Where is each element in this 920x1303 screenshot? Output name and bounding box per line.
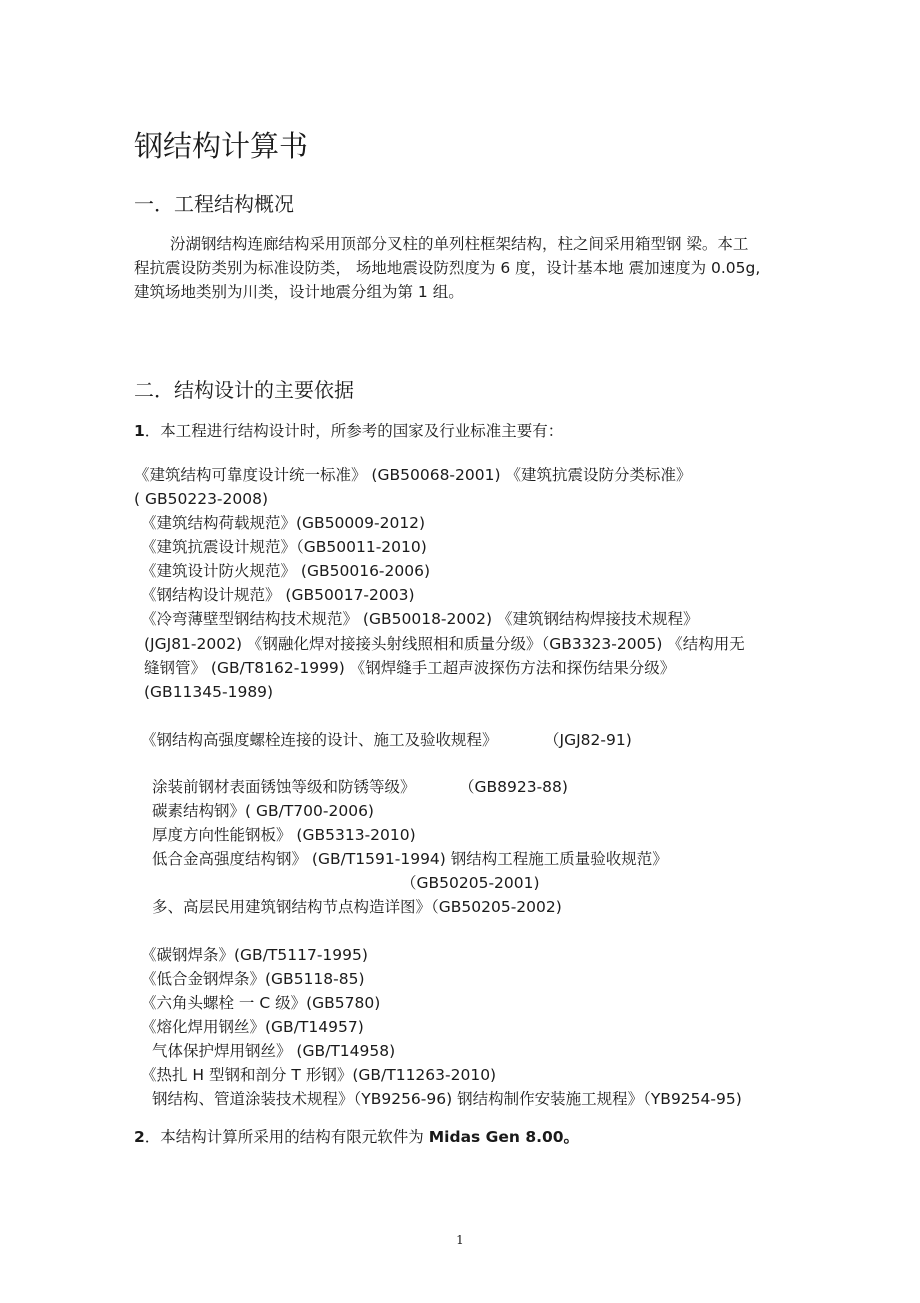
item-1-text: ．本工程进行结构设计时，所参考的国家及行业标准主要有： xyxy=(144,422,564,440)
section-2-heading: 二．结构设计的主要依据 xyxy=(134,378,354,402)
standard-line: 《建筑结构可靠度设计统一标准》 (GB50068-2001) 《建筑抗震设防分类标准》 xyxy=(134,466,692,484)
standard-line: 气体保护焊用钢丝》 (GB/T14958) xyxy=(152,1042,396,1060)
standard-code: （JGJ82-91) xyxy=(544,731,632,749)
page-number: 1 xyxy=(456,1233,464,1247)
standard-line: 缝钢管》 (GB/T8162-1999) 《钢焊缝手工超声波探伤方法和探伤结果分级》 xyxy=(144,659,676,677)
standard-line: 涂装前钢材表面锈蚀等级和防锈等级》 xyxy=(152,778,416,796)
standard-line: ( GB50223-2008) xyxy=(134,490,269,508)
item-2-number: 2 xyxy=(134,1128,145,1146)
item-2-text: ．本结构计算所采用的结构有限元软件为 xyxy=(144,1128,429,1146)
standard-line: 《建筑抗震设计规范》（GB50011-2010) xyxy=(141,538,427,556)
standard-line: 《钢结构高强度螺栓连接的设计、施工及验收规程》 xyxy=(141,731,498,749)
standard-line: 低合金高强度结构钢》 (GB/T1591-1994) 钢结构工程施工质量验收规范》 xyxy=(152,850,668,868)
item-1-number: 1 xyxy=(134,422,145,440)
standard-line: 《建筑设计防火规范》 (GB50016-2006) xyxy=(141,562,431,580)
standard-line: 《低合金钢焊条》(GB5118-85) xyxy=(141,970,365,988)
standard-line: 钢结构、管道涂装技术规程》（YB9256-96) 钢结构制作安装施工规程》（YB9254-95) xyxy=(152,1090,742,1108)
standard-line: 《熔化焊用钢丝》(GB/T14957) xyxy=(141,1018,364,1036)
standard-line: (GB11345-1989) xyxy=(144,683,274,701)
item-1 xyxy=(134,421,563,441)
item-2 xyxy=(134,1127,579,1147)
standard-line: 《热扎 H 型钢和剖分 T 形钢》(GB/T11263-2010) xyxy=(141,1066,497,1084)
standard-line: 《冷弯薄壁型钢结构技术规范》 (GB50018-2002) 《建筑钢结构焊接技术规程》 xyxy=(141,610,699,628)
section-1-heading: 一．工程结构概况 xyxy=(134,192,294,216)
standard-line: 《建筑结构荷载规范》(GB50009-2012) xyxy=(141,514,426,532)
standard-line: 《钢结构设计规范》 (GB50017-2003) xyxy=(141,586,415,604)
para-line: 程抗震设防类别为标准设防类， 场地地震设防烈度为 6 度，设计基本地 震加速度为 0.05g, xyxy=(134,259,761,277)
section-1-paragraph xyxy=(134,232,786,304)
para-line: 建筑场地类别为川类，设计地震分组为第 1 组。 xyxy=(134,283,464,301)
standard-line: (JGJ81-2002) 《钢融化焊对接接头射线照相和质量分级》（GB3323-2005) 《结构用无 xyxy=(144,635,745,653)
standard-line: 多、高层民用建筑钢结构节点构造详图》（GB50205-2002) xyxy=(152,898,562,916)
standard-line: 厚度方向性能钢板》 (GB5313-2010) xyxy=(152,826,416,844)
document-title: 钢结构计算书 xyxy=(134,129,309,163)
standard-code: （GB8923-88) xyxy=(459,778,568,796)
para-line: 汾湖钢结构连廊结构采用顶部分叉柱的单列柱框架结构，柱之间采用箱型钢 梁。本工 xyxy=(170,235,749,253)
standard-line: 《六角头螺栓 一 C 级》(GB5780) xyxy=(141,994,381,1012)
standard-code: （GB50205-2001) xyxy=(401,874,540,892)
standard-line: 《碳钢焊条》(GB/T5117-1995) xyxy=(141,946,368,964)
standard-line: 碳素结构钢》( GB/T700-2006) xyxy=(152,802,374,820)
software-name: Midas Gen 8.00。 xyxy=(428,1128,580,1146)
